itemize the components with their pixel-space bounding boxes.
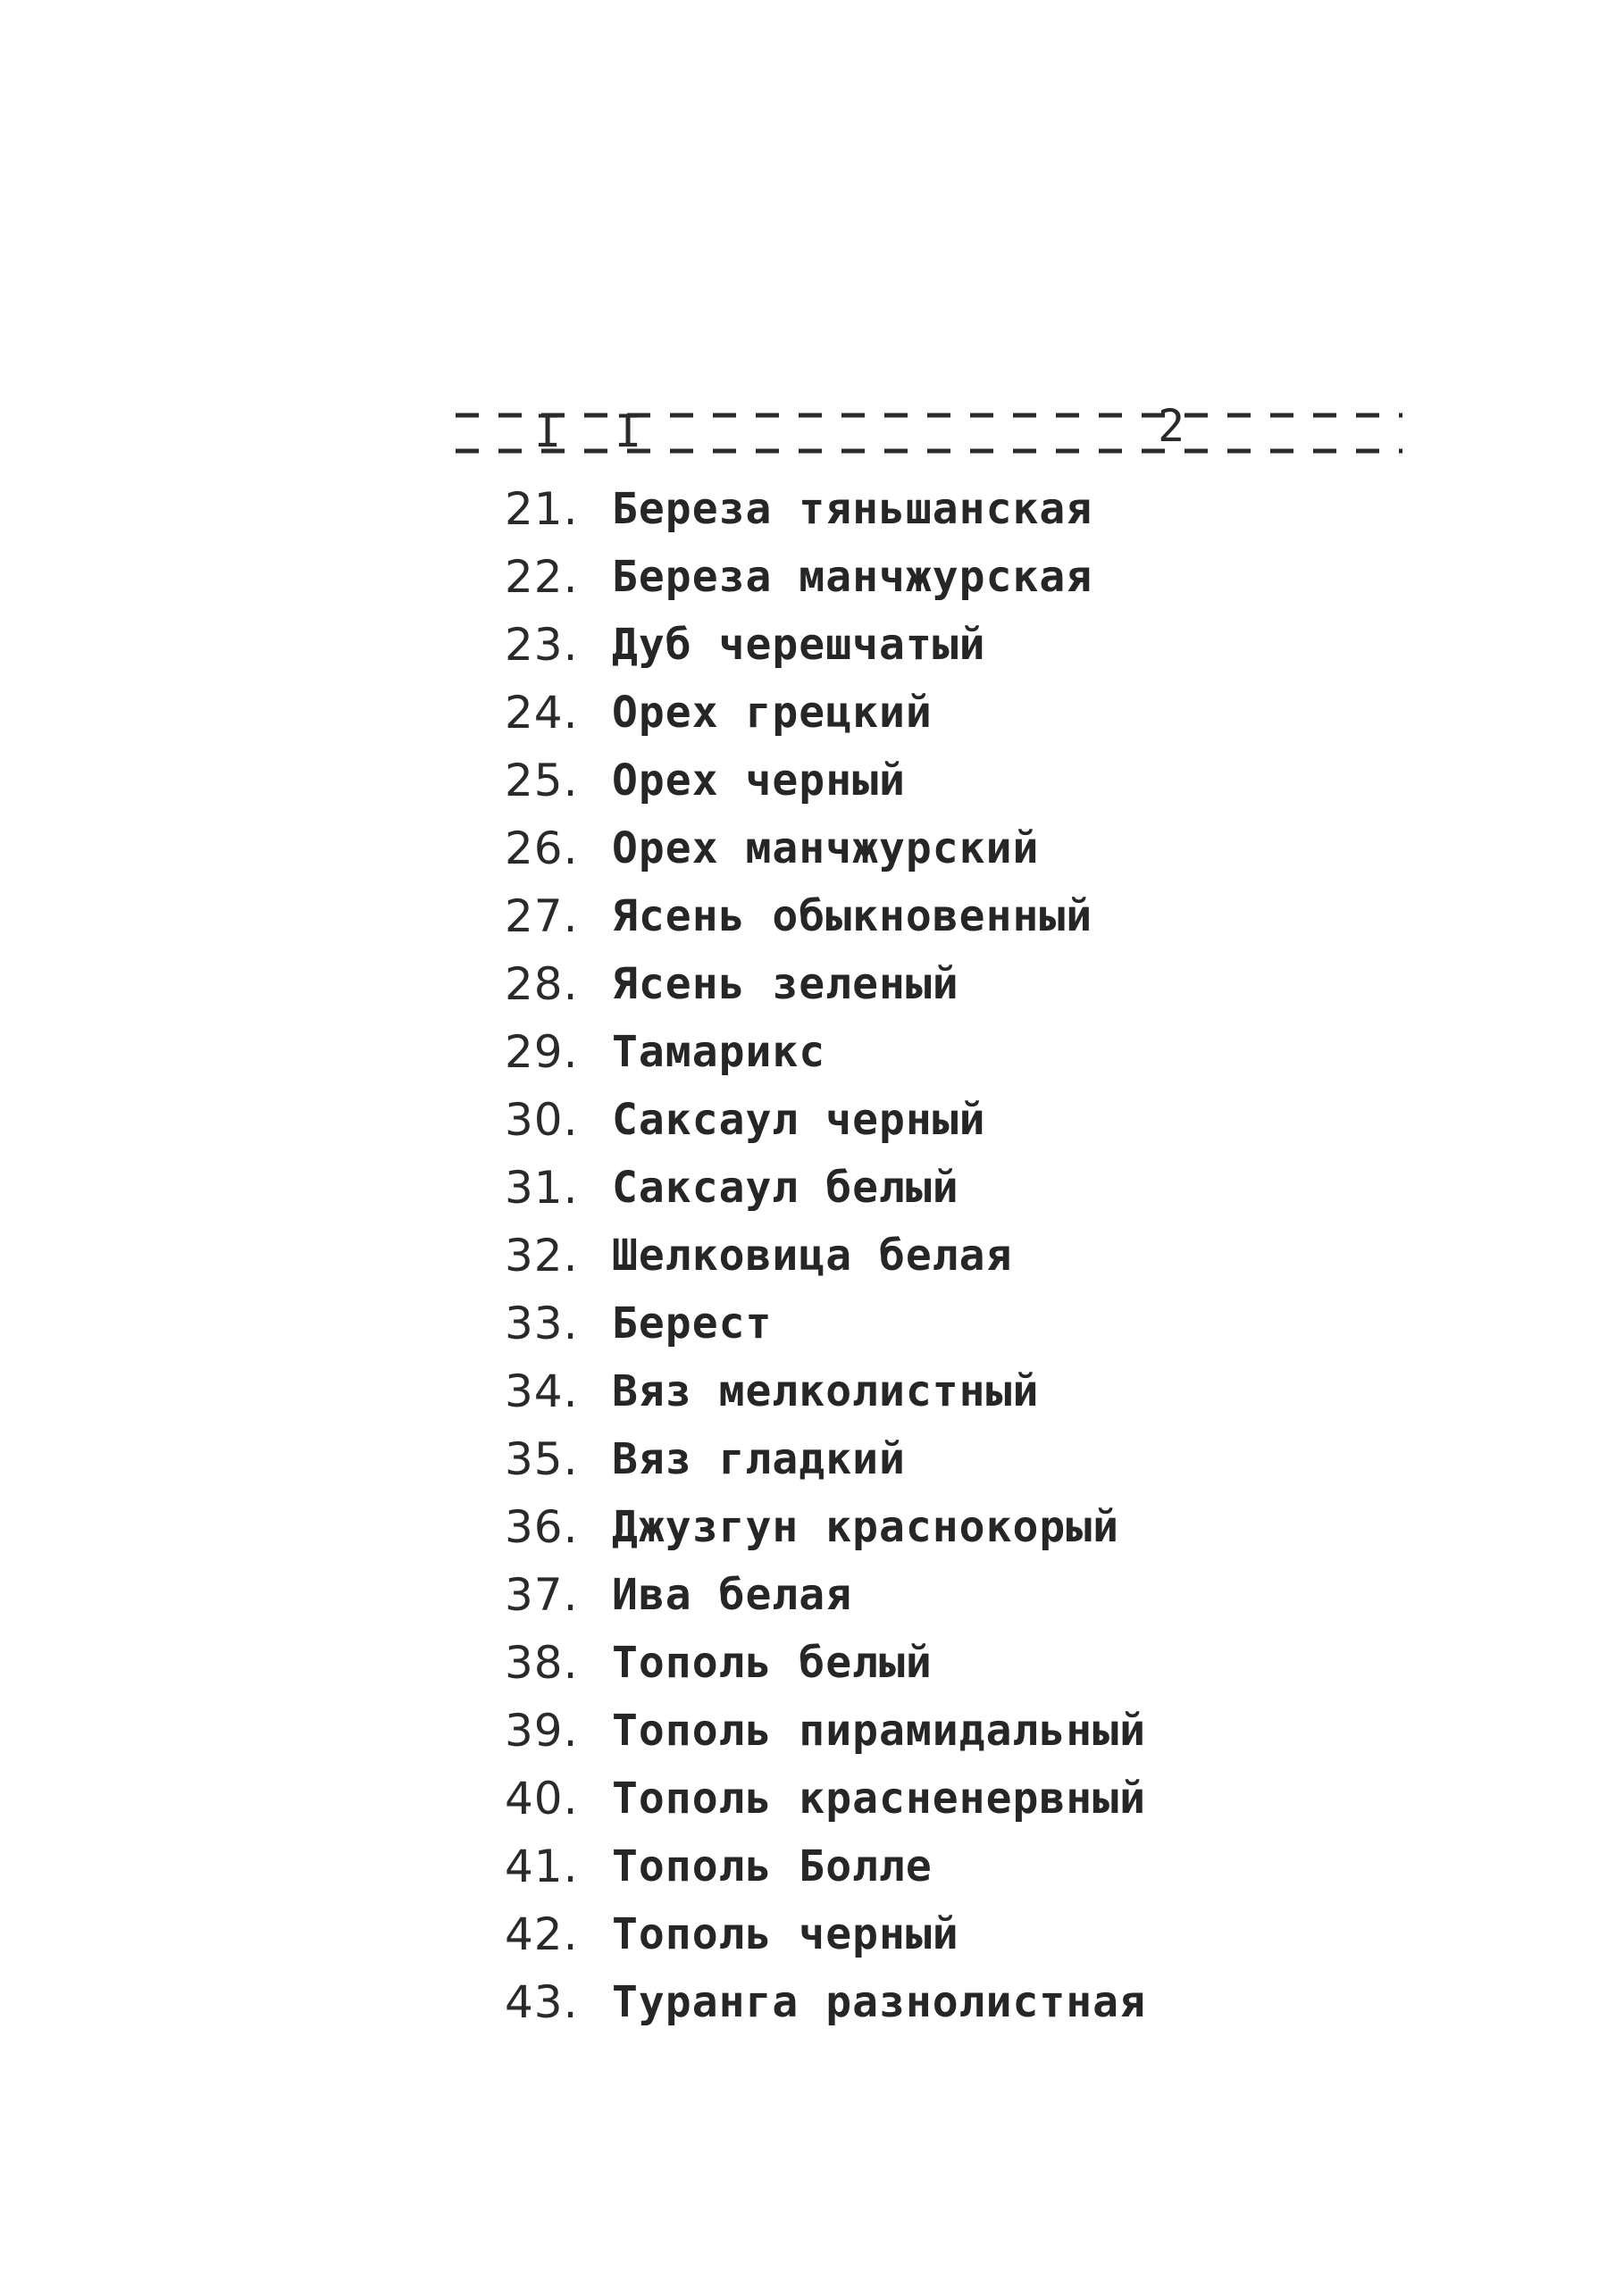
item-name: Береза тяньшанская <box>612 484 1093 534</box>
column-header-2: 2 <box>1158 400 1185 452</box>
column-header-1b: I <box>615 405 642 457</box>
item-number: 21. <box>505 483 579 535</box>
item-name: Туранга разнолистная <box>612 1977 1146 2027</box>
list-item <box>505 1290 1146 1357</box>
item-name: Ива белая <box>612 1570 853 1620</box>
column-header-1a: I <box>534 405 562 457</box>
item-name: Орех грецкий <box>612 688 933 738</box>
item-name: Шелковица белая <box>612 1231 1013 1281</box>
item-number: 37. <box>505 1569 579 1621</box>
list-item <box>505 1765 1146 1833</box>
list-item <box>505 1900 1146 1968</box>
list-item <box>505 1154 1146 1222</box>
item-name: Дуб черешчатый <box>612 620 986 670</box>
header-dashed-rule <box>456 400 1402 460</box>
item-number: 40. <box>505 1773 579 1824</box>
list-item <box>505 475 1146 543</box>
species-list <box>505 475 1146 2036</box>
item-number: 39. <box>505 1705 579 1757</box>
item-number: 27. <box>505 890 579 942</box>
list-item <box>505 1222 1146 1290</box>
item-number: 43. <box>505 1976 579 2028</box>
item-number: 25. <box>505 755 579 806</box>
item-number: 41. <box>505 1841 579 1892</box>
list-item <box>505 1493 1146 1561</box>
list-item <box>505 950 1146 1018</box>
dashed-lines <box>456 400 1402 460</box>
item-number: 24. <box>505 687 579 739</box>
item-name: Орех манчжурский <box>612 823 1040 873</box>
item-name: Берест <box>612 1298 773 1348</box>
item-number: 35. <box>505 1433 579 1485</box>
item-number: 38. <box>505 1637 579 1689</box>
list-item <box>505 1086 1146 1154</box>
item-name: Вяз гладкий <box>612 1434 906 1484</box>
item-number: 33. <box>505 1298 579 1349</box>
list-item <box>505 1018 1146 1086</box>
item-name: Тополь черный <box>612 1909 959 1959</box>
item-name: Береза манчжурская <box>612 552 1093 602</box>
list-item <box>505 611 1146 679</box>
list-item <box>505 1425 1146 1493</box>
item-number: 36. <box>505 1501 579 1553</box>
list-item <box>505 1833 1146 1900</box>
item-name: Тополь красненервный <box>612 1774 1146 1824</box>
item-number: 42. <box>505 1908 579 1960</box>
item-name: Ясень обыкновенный <box>612 891 1093 941</box>
item-number: 30. <box>505 1094 579 1146</box>
list-item <box>505 1697 1146 1765</box>
item-number: 26. <box>505 822 579 874</box>
list-item <box>505 679 1146 747</box>
item-number: 23. <box>505 619 579 671</box>
item-name: Тополь пирамидальный <box>612 1706 1146 1756</box>
item-name: Орех черный <box>612 756 906 806</box>
item-number: 22. <box>505 551 579 603</box>
item-name: Тополь белый <box>612 1638 933 1688</box>
item-number: 31. <box>505 1162 579 1214</box>
item-name: Тамарикс <box>612 1027 826 1077</box>
list-item <box>505 1629 1146 1697</box>
list-item <box>505 1561 1146 1629</box>
list-item <box>505 882 1146 950</box>
item-name: Вяз мелколистный <box>612 1366 1040 1416</box>
item-name: Джузгун краснокорый <box>612 1502 1120 1552</box>
item-number: 32. <box>505 1230 579 1282</box>
item-name: Ясень зеленый <box>612 959 959 1009</box>
item-name: Саксаул белый <box>612 1163 959 1213</box>
list-item <box>505 1357 1146 1425</box>
list-item <box>505 814 1146 882</box>
item-number: 28. <box>505 958 579 1010</box>
item-number: 29. <box>505 1026 579 1078</box>
item-name: Саксаул черный <box>612 1095 986 1145</box>
item-number: 34. <box>505 1365 579 1417</box>
list-item <box>505 543 1146 611</box>
item-name: Тополь Болле <box>612 1841 933 1891</box>
list-item <box>505 747 1146 814</box>
list-item <box>505 1968 1146 2036</box>
